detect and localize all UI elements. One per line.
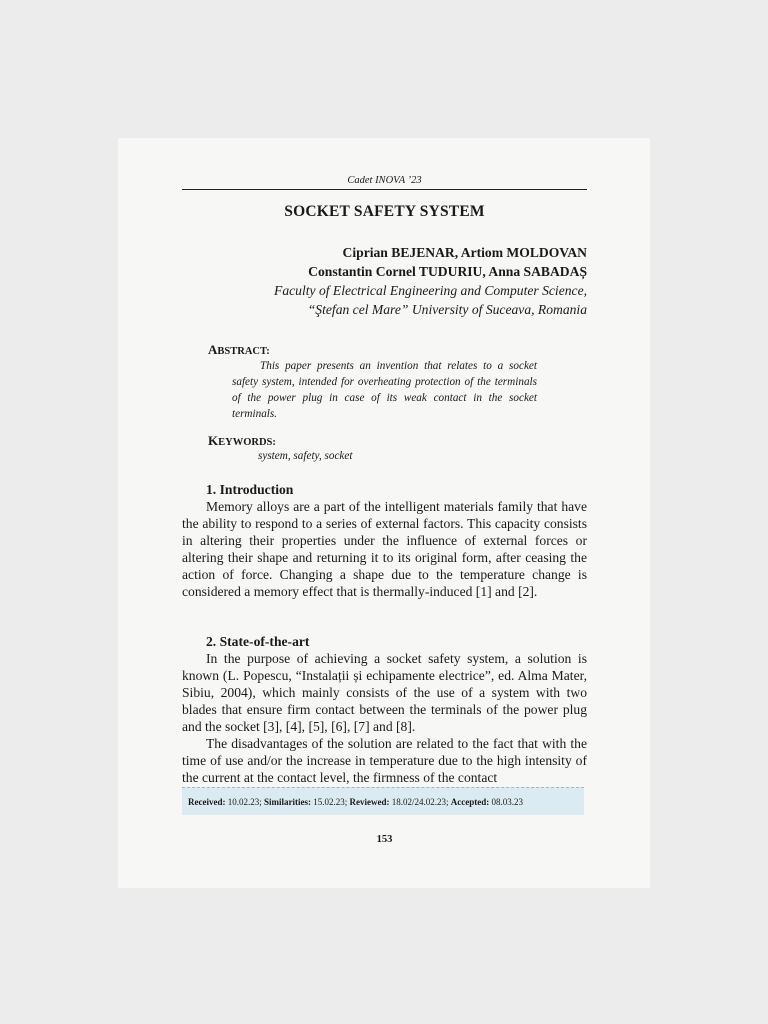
- keywords-text: system, safety, socket: [258, 450, 353, 462]
- accepted-date: 08.03.23: [491, 797, 524, 807]
- authors-line-2: Constantin Cornel TUDURIU, Anna SABADAȘ: [308, 264, 587, 279]
- abstract-label-initial: A: [208, 342, 218, 357]
- reviewed-label: Reviewed:: [349, 797, 390, 807]
- authors-line-1: Ciprian BEJENAR, Artiom MOLDOVAN: [342, 245, 587, 260]
- affiliation-line-2: “Ştefan cel Mare” University of Suceava, Romania: [307, 302, 587, 317]
- section-introduction: [182, 481, 587, 600]
- received-label: Received:: [188, 797, 226, 807]
- keywords-label: [208, 433, 276, 449]
- reviewed-date: 18.02/24.02.23;: [391, 797, 449, 807]
- section-2-heading: 2. State-of-the-art: [206, 634, 310, 649]
- section-2-paragraph-1: In the purpose of achieving a socket safety system, a solution is known (L. Popescu, “Instalații și echipamente electrice”, ed. Alma Mater, Sibiu, 2004), which mainly consists of the use of a system with two blades that ensure firm contact between the terminals of the power plug and the socket [3], [4], [5], [6], [7] and [8].: [182, 651, 587, 734]
- affiliation-line-1: Faculty of Electrical Engineering and Computer Science,: [274, 283, 587, 298]
- similarities-date: 15.02.23;: [313, 797, 348, 807]
- header-rule: [182, 189, 587, 190]
- author-block: [182, 243, 587, 319]
- abstract-label-rest: BSTRACT:: [217, 346, 270, 357]
- abstract-label: [208, 342, 270, 358]
- section-state-of-the-art: [182, 633, 587, 786]
- received-date: 10.02.23;: [227, 797, 262, 807]
- section-2-paragraph-2: The disadvantages of the solution are related to the fact that with the time of use and/or the increase in temperature due to the high intensity of the current at the contact level, the firmness of the contact: [182, 736, 587, 785]
- keywords-label-rest: EYWORDS:: [218, 437, 276, 448]
- running-head: Cadet INOVA ’23: [347, 175, 422, 186]
- review-dates-box: [182, 787, 584, 815]
- abstract-text: [232, 358, 537, 422]
- section-1-heading: 1. Introduction: [206, 482, 294, 497]
- abstract-paragraph: This paper presents an invention that relates to a socket safety system, intended for overheating protection of the terminals of the power plug in case of its weak contact in the socket terminals.: [232, 360, 537, 420]
- keywords-label-initial: K: [208, 433, 219, 448]
- similarities-label: Similarities:: [264, 797, 311, 807]
- section-1-paragraph: Memory alloys are a part of the intelligent materials family that have the ability to respond to a series of external factors. This capacity consists in altering their properties under the influence of external forces or altering their shape and returning it to its original form, after ceasing the action of force. Changing a shape due to the temperature change is considered a memory effect that is thermally-induced [1] and [2].: [182, 499, 587, 599]
- page-number: 153: [376, 834, 393, 845]
- paper-title: SOCKET SAFETY SYSTEM: [284, 203, 485, 220]
- accepted-label: Accepted:: [450, 797, 490, 807]
